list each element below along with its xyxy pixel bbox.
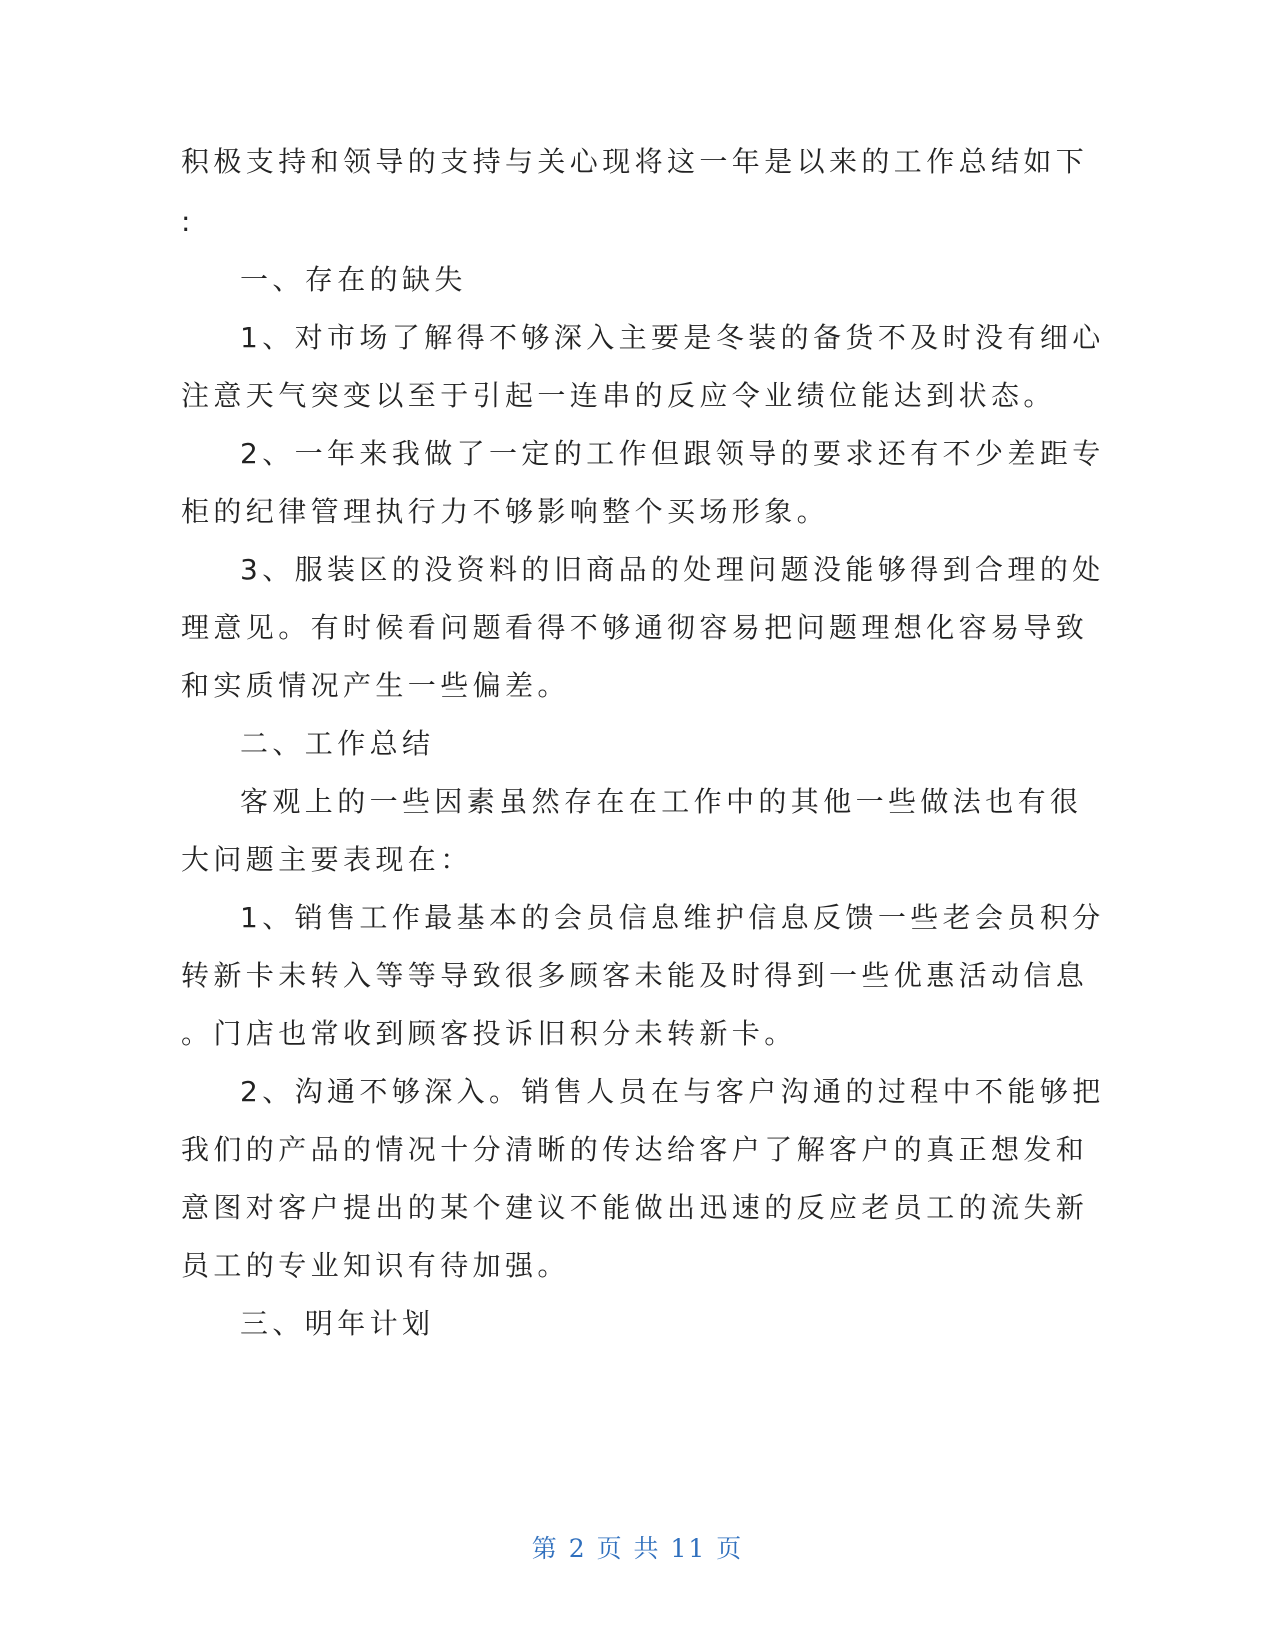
- section-heading: 一、存在的缺失: [240, 263, 467, 296]
- paragraph-line: 意图对客户提出的某个建议不能做出迅速的反应老员工的流失新: [181, 1191, 1089, 1224]
- paragraph-line: 。门店也常收到顾客投诉旧积分未转新卡。: [181, 1017, 797, 1050]
- paragraph-line: 积极支持和领导的支持与关心现将这一年是以来的工作总结如下: [181, 145, 1089, 178]
- paragraph-line: 员工的专业知识有待加强。: [181, 1249, 570, 1282]
- paragraph-line: :: [181, 205, 195, 238]
- section-heading: 二、工作总结: [240, 727, 435, 760]
- paragraph-line: 注意天气突变以至于引起一连串的反应令业绩位能达到状态。: [181, 379, 1056, 412]
- paragraph-line: 1、对市场了解得不够深入主要是冬装的备货不及时没有细心: [240, 321, 1105, 354]
- paragraph-line: 2、一年来我做了一定的工作但跟领导的要求还有不少差距专: [240, 437, 1105, 470]
- section-heading: 三、明年计划: [240, 1307, 435, 1340]
- paragraph-line: 3、服装区的没资料的旧商品的处理问题没能够得到合理的处: [240, 553, 1105, 586]
- paragraph-line: 柜的纪律管理执行力不够影响整个买场形象。: [181, 495, 830, 528]
- paragraph-line: 理意见。有时候看问题看得不够通彻容易把问题理想化容易导致: [181, 611, 1089, 644]
- paragraph-line: 和实质情况产生一些偏差。: [181, 669, 570, 702]
- paragraph-line: 转新卡未转入等等导致很多顾客未能及时得到一些优惠活动信息: [181, 959, 1089, 992]
- paragraph-line: 1、销售工作最基本的会员信息维护信息反馈一些老会员积分: [240, 901, 1105, 934]
- paragraph-line: 2、沟通不够深入。销售人员在与客户沟通的过程中不能够把: [240, 1075, 1105, 1108]
- paragraph-line: 客观上的一些因素虽然存在在工作中的其他一些做法也有很: [240, 785, 1083, 818]
- paragraph-line: 我们的产品的情况十分清晰的传达给客户了解客户的真正想发和: [181, 1133, 1089, 1166]
- page-number-footer: 第 2 页 共 11 页: [531, 1534, 744, 1563]
- paragraph-line: 大问题主要表现在：: [181, 843, 473, 876]
